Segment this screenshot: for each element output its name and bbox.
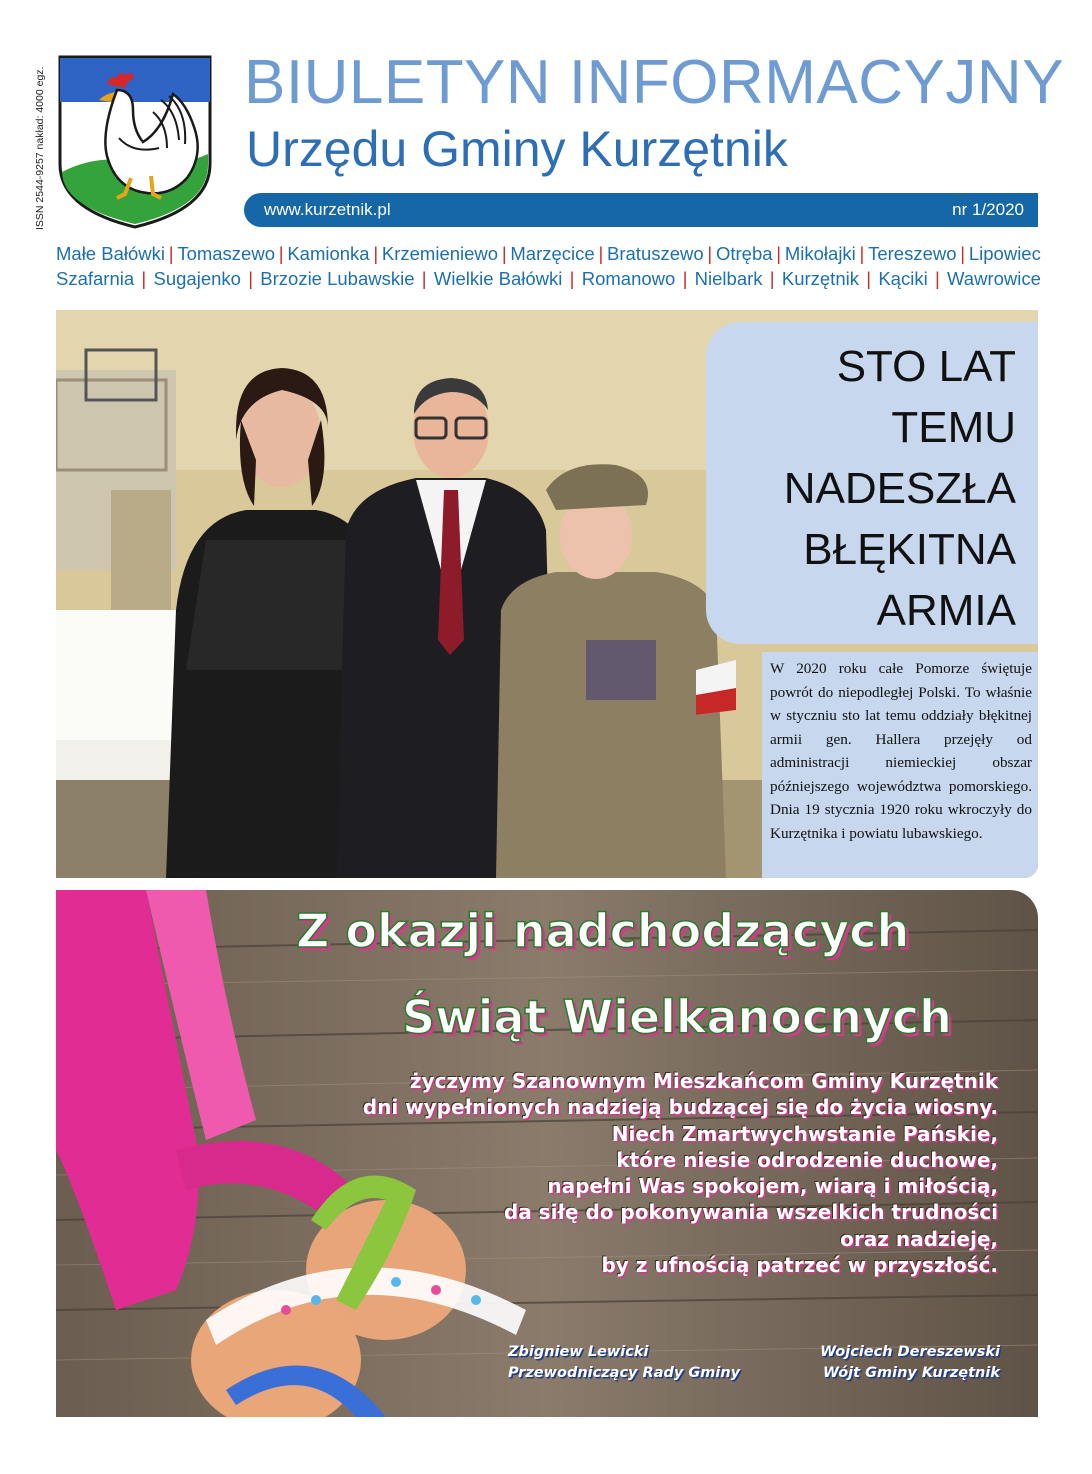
greeting-line: da siłę do pokonywania wszelkich trudności xyxy=(503,1200,998,1225)
villages-row-1: Małe Bałówki | Tomaszewo | Kamionka | Krzemieniewo | Marzęcice | Bratuszewo | Otręba | Mikołajki | Tereszewo | Lipowiec xyxy=(56,243,1041,264)
signature-mayor xyxy=(820,1342,1000,1384)
issue-number: nr 1/2020 xyxy=(952,200,1024,219)
village-name: Sugajenko xyxy=(153,268,241,289)
village-name: Kąciki xyxy=(878,268,928,289)
greeting-title-2: Świąt Wielkanocnych xyxy=(402,990,952,1044)
greeting-line: oraz nadzieję, xyxy=(840,1226,998,1251)
village-name: Romanowo xyxy=(581,268,676,289)
greeting-body xyxy=(363,1068,998,1278)
headline-line: ARMIA xyxy=(876,586,1016,635)
headline-line: TEMU xyxy=(891,403,1016,452)
issn-note xyxy=(34,50,54,230)
lead-headline-box xyxy=(706,322,1038,644)
greeting-title-1: Z okazji nadchodzących xyxy=(296,904,910,958)
village-name: Nielbark xyxy=(694,268,763,289)
masthead-bar xyxy=(244,193,1038,227)
greeting-line: napełni Was spokojem, wiarą i miłością, xyxy=(547,1174,998,1199)
signature-role: Przewodniczący Rady Gminy xyxy=(508,1365,741,1381)
issn-text: ISSN 2544-9257 nakład: 4000 egz. xyxy=(34,66,46,230)
website-link[interactable]: www.kurzetnik.pl xyxy=(264,200,391,219)
village-name: Brzozie Lubawskie xyxy=(260,268,415,289)
village-name: Kurzętnik xyxy=(781,268,859,289)
greeting-line: życzymy Szanownym Mieszkańcom Gminy Kurzętnik xyxy=(409,1069,998,1093)
bulletin-subtitle: Urzędu Gminy Kurzętnik xyxy=(246,121,788,177)
village-name: Tereszewo xyxy=(868,243,957,264)
village-name: Szafarnia xyxy=(56,268,135,289)
signature-chairman xyxy=(508,1342,740,1384)
village-name: Lipowiec xyxy=(968,243,1041,264)
village-name: Mikołajki xyxy=(784,243,856,264)
signature-role: Wójt Gminy Kurzętnik xyxy=(823,1365,1000,1381)
headline-line: STO LAT xyxy=(836,342,1016,391)
village-name: Kamionka xyxy=(287,243,370,264)
village-name: Bratuszewo xyxy=(607,243,704,264)
greeting-line: Niech Zmartwychwstanie Pańskie, xyxy=(611,1121,998,1146)
easter-greeting xyxy=(56,890,1038,1417)
headline-line: NADESZŁA xyxy=(783,464,1016,513)
lead-article-text: W 2020 roku całe Pomorze świętuje powrót do niepodległej Polski. To właśnie w styczniu sto lat temu oddziały błękitnej armii gen. Hallera przejęły od administracji niemieckiej obszar późniejszego województwa pomorskiego. Dnia 19 stycznia 1920 roku wkroczyły do Kurzętnika i powiatu lubawskiego. xyxy=(770,660,1032,842)
greeting-line: by z ufnością patrzeć w przyszłość. xyxy=(601,1253,998,1278)
lead-article xyxy=(762,652,1038,878)
village-name: Wielkie Bałówki xyxy=(433,268,563,289)
village-name: Wawrowice xyxy=(947,268,1041,289)
village-name: Tomaszewo xyxy=(177,243,275,264)
villages-row-2: Szafarnia | Sugajenko | Brzozie Lubawskie | Wielkie Bałówki | Romanowo | Nielbark | Kurzętnik | Kąciki | Wawrowice xyxy=(56,268,1041,289)
signature-name: Zbigniew Lewicki xyxy=(508,1344,649,1360)
headline-line: BŁĘKITNA xyxy=(803,525,1016,574)
village-name: Otręba xyxy=(715,243,773,264)
village-name: Krzemieniewo xyxy=(381,243,499,264)
greeting-line: dni wypełnionych nadzieją budzącej się do życia wiosny. xyxy=(362,1095,998,1120)
bulletin-title: BIULETYN INFORMACYJNY xyxy=(244,48,1065,117)
village-name: Marzęcice xyxy=(510,243,595,264)
village-name: Małe Bałówki xyxy=(56,243,165,264)
rooster-coat-of-arms-icon xyxy=(57,54,213,230)
greeting-line: które niesie odrodzenie duchowe, xyxy=(616,1147,998,1172)
signature-name: Wojciech Dereszewski xyxy=(820,1344,1000,1360)
